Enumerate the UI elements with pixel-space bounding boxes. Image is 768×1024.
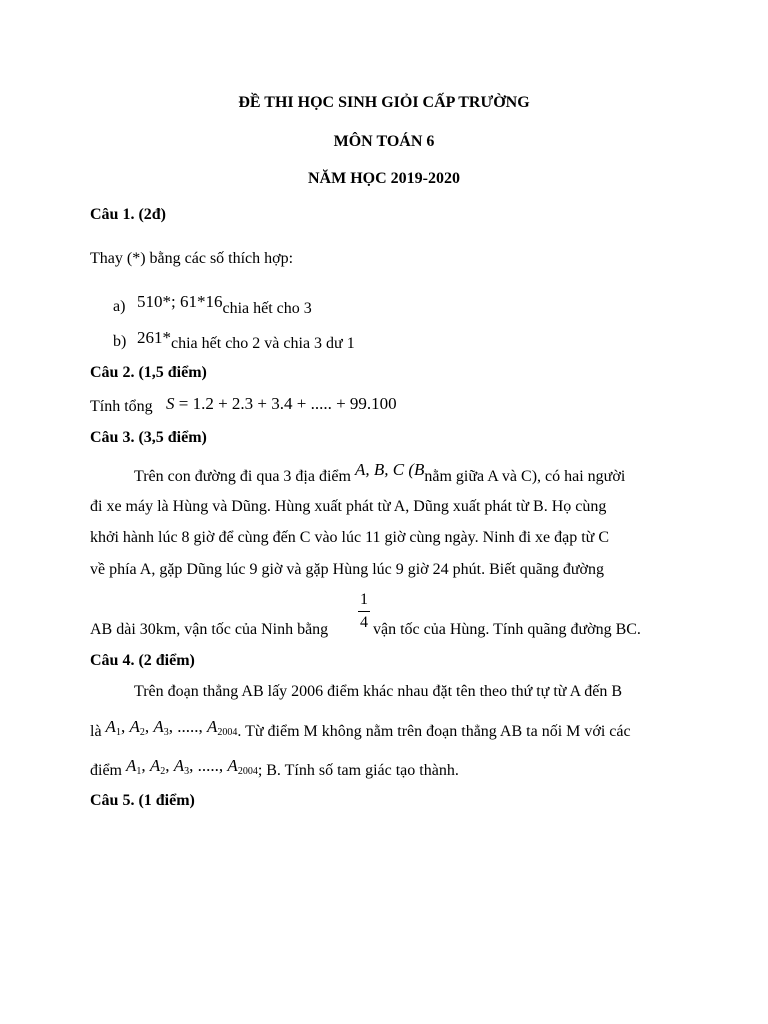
q4-line2-a: là (90, 723, 102, 740)
q1-a-text: chia hết cho 3 (222, 300, 312, 317)
q5-heading: Câu 5. (1 điểm) (90, 792, 195, 809)
q3-line5-b: vận tốc của Hùng. Tính quãng đường BC. (373, 621, 641, 638)
q4-sequence-1: $A_1$, $A_2$, $A_3$, ....., $A_{2004}$ (105, 717, 238, 738)
q2-math-s: S (166, 394, 175, 413)
q3-fraction-numerator: 1 (360, 591, 368, 608)
q1-a-line (137, 292, 312, 317)
q3-line5-a: AB dài 30km, vận tốc của Ninh bằng (90, 621, 329, 638)
q4-line2-b: . Từ điểm M không nằm trên đoạn thẳng AB ta nối M với các (237, 723, 631, 740)
q3-line3: khởi hành lúc 8 giờ để cùng đến C vào lúc 11 giờ cùng ngày. Ninh đi xe đạp từ C (90, 529, 609, 546)
q4-sequence-2: $A_1$, $A_2$, $A_3$, ....., $A_{2004}$ (126, 756, 258, 777)
q2-prefix: Tính tổng (90, 398, 153, 415)
q1-intro: Thay (*) bằng các số thích hợp: (90, 250, 294, 267)
exam-title: ĐỀ THI HỌC SINH GIỎI CẤP TRƯỜNG (238, 94, 530, 111)
q3-line1-a: Trên con đường đi qua 3 địa điểm (134, 468, 351, 485)
q4-line2 (90, 717, 631, 742)
q1-b-text: chia hết cho 2 và chia 3 dư 1 (171, 335, 355, 352)
q2-heading: Câu 2. (1,5 điểm) (90, 364, 207, 381)
q3-line4: về phía A, gặp Dũng lúc 9 giờ và gặp Hùng lúc 9 giờ 24 phút. Biết quãng đường (90, 561, 604, 578)
q3-heading: Câu 3. (3,5 điểm) (90, 429, 207, 446)
q3-line1 (134, 460, 626, 486)
q3-line1-b: nằm giữa A và C), có hai người (424, 468, 626, 485)
q4-line3-a: điểm (90, 762, 122, 779)
school-year-title: NĂM HỌC 2019-2020 (308, 170, 460, 187)
q4-line1: Trên đoạn thẳng AB lấy 2006 điểm khác nhau đặt tên theo thứ tự từ A đến B (134, 683, 623, 700)
q1-heading: Câu 1. (2đ) (90, 206, 167, 223)
subject-title: MÔN TOÁN 6 (333, 133, 435, 150)
q1-a-label: a) (113, 298, 126, 315)
q3-fraction (356, 591, 372, 632)
q3-fraction-bar (358, 611, 370, 612)
q4-heading: Câu 4. (2 điểm) (90, 652, 195, 669)
q1-b-line (137, 328, 355, 352)
q2-math-expr: = 1.2 + 2.3 + 3.4 + ..... + 99.100 (178, 394, 397, 413)
q3-fraction-denominator: 4 (360, 614, 368, 631)
q2-formula (166, 394, 397, 414)
q4-line3-b: ; B. Tính số tam giác tạo thành. (257, 762, 459, 779)
q3-line1-math: A, B, C (B (354, 460, 425, 479)
q1-a-math: 510*; 61*16 (137, 292, 223, 311)
q3-line2: đi xe máy là Hùng và Dũng. Hùng xuất phát từ A, Dũng xuất phát từ B. Họ cùng (90, 498, 607, 515)
q4-line3 (90, 756, 459, 781)
q1-b-math: 261* (137, 328, 171, 347)
q1-b-label: b) (113, 333, 127, 350)
